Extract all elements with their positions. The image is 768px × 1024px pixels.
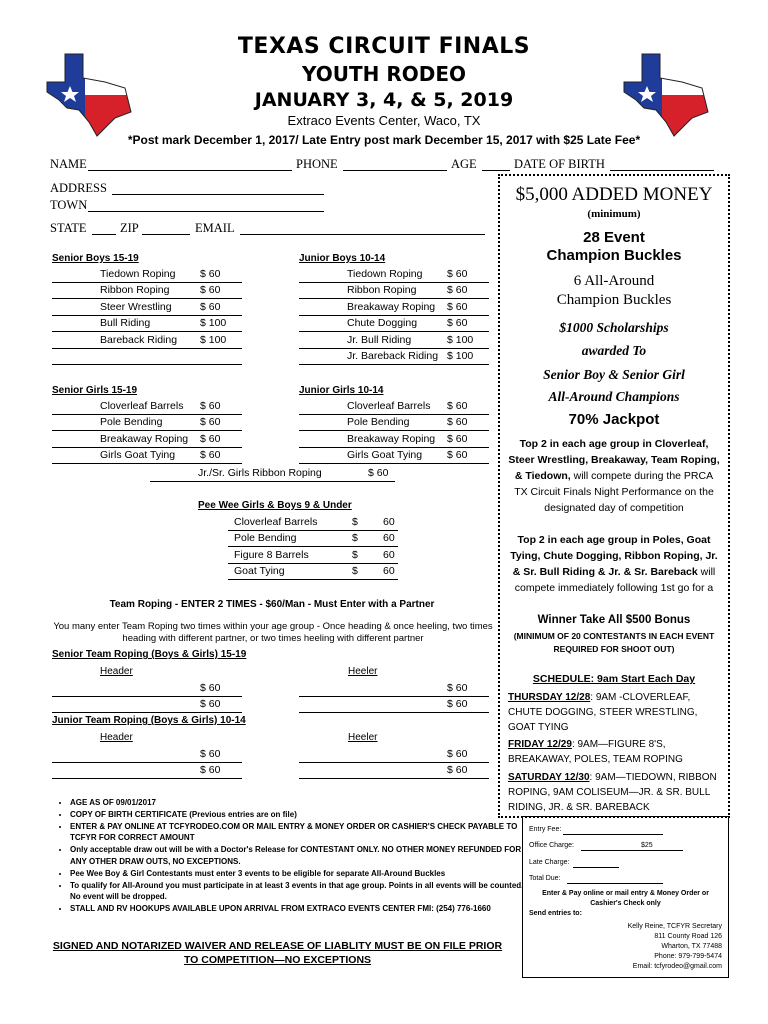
allaround-buckles-2: Champion Buckles [556, 292, 672, 308]
email-line: Email: tcfyrodeo@gmail.com [632, 963, 722, 970]
event-dollar: $ [352, 516, 358, 528]
minimum-contestants: (MINIMUM OF 20 CONTESTANTS IN EACH EVENT REQUIRED FOR SHOOT OUT) [513, 631, 715, 654]
event-name: Goat Tying [234, 565, 285, 578]
event-fee: 60 [383, 516, 395, 528]
event-name: Bull Riding [100, 317, 151, 330]
day-schedule: : 9AM -CLOVERLEAF, CHUTE DOGGING, STEER WRESTLING, GOAT TYING [508, 692, 698, 733]
note-item: • Only acceptable draw out will be with a Doctor's Release for CONTESTANT ONLY. NO OTHER MONEY REFUNDED FOR ANY OTHER DRAW OUTS, NO EXCEPTIONS. [70, 844, 525, 868]
event-name: Breakaway Roping [100, 432, 189, 445]
event-fee: $ 60 [447, 317, 468, 330]
town-field[interactable] [88, 211, 324, 212]
fee: $ 60 [447, 748, 468, 760]
header-label: Header [100, 666, 133, 677]
send-to-label: Send entries to: [529, 910, 582, 917]
event-row[interactable] [299, 414, 489, 431]
peewee-event-row[interactable] [228, 547, 398, 564]
fee: $ 60 [447, 698, 468, 710]
event-fee: $ 60 [200, 284, 221, 297]
town-label: TOWN [50, 198, 88, 212]
prize-info-box [498, 174, 730, 818]
event-fee: $ 100 [447, 350, 474, 362]
peewee-event-row[interactable] [228, 563, 398, 580]
peewee-event-row[interactable] [228, 530, 398, 547]
team-roping-header-row[interactable] [52, 680, 242, 697]
event-name: Cloverleaf Barrels [234, 516, 318, 528]
event-dollar: $ [352, 548, 358, 561]
address-line: 811 County Road 126 [654, 933, 722, 940]
entry-fee-label: Entry Fee: [529, 826, 562, 833]
address-label: ADDRESS [50, 181, 107, 195]
added-money: $5,000 ADDED MONEY [515, 184, 713, 205]
note-item: • ENTER & PAY ONLINE AT TCFYRODEO.COM OR MAIL ENTRY & MONEY ORDER OR CASHIER'S CHECK PAYABLE TO TCFYR FOR CORRECT AMOUNT [70, 821, 525, 845]
note-item: • AGE AS OF 09/01/2017 [70, 797, 525, 809]
notes-list [50, 797, 525, 915]
dob-field[interactable] [610, 170, 714, 171]
venue: Extraco Events Center, Waco, TX [287, 113, 481, 128]
schedule-title: SCHEDULE: 9am Start Each Day [532, 673, 696, 685]
name-label: NAME [50, 157, 87, 171]
header-label: Header [100, 732, 133, 743]
scholarships-2: awarded To [581, 343, 647, 358]
event-fee: 60 [383, 565, 395, 578]
day-label: SATURDAY 12/30 [508, 772, 590, 783]
fee: $ 60 [200, 698, 221, 710]
zip-label: ZIP [120, 221, 139, 235]
note-item: • COPY OF BIRTH CERTIFICATE (Previous entries are on file) [70, 809, 525, 821]
event-fee: $ 100 [447, 333, 474, 346]
payment-box [522, 816, 729, 978]
waiver-notice: SIGNED AND NOTARIZED WAIVER AND RELEASE OF LIABLITY MUST BE ON FILE PRIOR TO COMPETITION—NO EXCEPTIONS [52, 940, 503, 966]
event-name: Girls Goat Tying [100, 449, 176, 462]
event-fee: $ 60 [200, 449, 221, 462]
event-row[interactable] [52, 315, 242, 332]
peewee-title: Pee Wee Girls & Boys 9 & Under [198, 500, 352, 511]
payment-instructions: Enter & Pay online or mail entry & Money Order or Cashier's Check only [542, 890, 709, 907]
address-line: Wharton, TX 77488 [661, 943, 722, 950]
peewee-event-row[interactable] [228, 514, 398, 531]
team-roping-heading: Team Roping - ENTER 2 TIMES - $60/Man - Must Enter with a Partner [109, 599, 435, 610]
scholarships-4: All-Around Champions [548, 389, 680, 404]
total-due-field[interactable] [567, 883, 663, 884]
fee: $ 60 [447, 682, 468, 694]
event-dates: JANUARY 3, 4, & 5, 2019 [254, 89, 514, 111]
event-name: Pole Bending [100, 416, 163, 429]
event-fee: $ 60 [200, 432, 221, 445]
event-row[interactable] [52, 414, 242, 431]
fee: $ 60 [447, 764, 468, 776]
day-schedule: : 9AM—TIEDOWN, RIBBON ROPING, 9AM COLISEUM—JR. & SR. BULL RIDING, JR. & SR. BAREBACK [508, 772, 717, 813]
state-field[interactable] [92, 234, 116, 235]
event-fee: $ 60 [447, 268, 468, 280]
event-name: Tiedown Roping [100, 268, 176, 280]
blank-row [52, 348, 242, 365]
event-row[interactable] [299, 332, 489, 349]
event-name: Breakaway Roping [347, 432, 436, 445]
event-name: Cloverleaf Barrels [100, 400, 184, 412]
event-buckles-2: Champion Buckles [546, 247, 682, 264]
event-fee: $ 60 [368, 467, 389, 479]
email-label: EMAIL [195, 221, 235, 235]
event-row[interactable] [52, 398, 242, 415]
event-fee: $ 60 [447, 449, 468, 462]
event-name: Jr. Bull Riding [347, 333, 412, 346]
event-fee: 60 [383, 548, 395, 561]
event-name: Steer Wrestling [100, 300, 172, 313]
event-fee: $ 60 [447, 400, 468, 412]
age-field[interactable] [482, 170, 510, 171]
mailing-address [628, 922, 722, 972]
schedule-saturday [508, 770, 722, 815]
event-name: Pole Bending [347, 416, 410, 429]
email-field[interactable] [240, 234, 485, 235]
event-fee: $ 60 [200, 416, 221, 429]
dob-label: DATE OF BIRTH [514, 157, 605, 171]
postmark-deadline: *Post mark December 1, 2017/ Late Entry post mark December 15, 2017 with $25 Late Fee* [127, 133, 641, 147]
fee: $ 60 [200, 748, 221, 760]
office-charge-label: Office Charge: [529, 842, 575, 849]
event-row[interactable] [52, 266, 242, 283]
address-line: Kelly Reine, TCFYR Secretary [627, 923, 722, 930]
note-item: • Pee Wee Boy & Girl Contestants must enter 3 events to be eligible for separate All-Around Buckles [70, 868, 525, 880]
top2-shootout-info [508, 436, 720, 516]
event-row[interactable] [52, 332, 242, 349]
ribbon-roping-row[interactable] [150, 465, 395, 482]
event-fee: $ 60 [447, 416, 468, 429]
schedule-thursday [508, 690, 722, 735]
day-label: THURSDAY 12/28 [508, 692, 591, 703]
event-fee: $ 60 [200, 300, 221, 313]
event-dollar: $ [352, 565, 358, 578]
event-row[interactable] [299, 431, 489, 448]
office-charge-field[interactable] [581, 850, 683, 851]
schedule-friday [508, 737, 722, 767]
name-field[interactable] [88, 170, 292, 171]
age-label: AGE [451, 157, 477, 171]
team-roping-heeler-row[interactable] [299, 696, 489, 713]
event-row[interactable] [299, 447, 489, 464]
scholarships-3: Senior Boy & Senior Girl [543, 367, 685, 382]
event-name: Figure 8 Barrels [234, 548, 309, 561]
late-charge-label: Late Charge: [529, 859, 570, 866]
fee: $ 60 [200, 682, 221, 694]
team-roping-header-row[interactable] [52, 762, 242, 779]
event-fee: $ 100 [200, 317, 227, 330]
team-roping-header-row[interactable] [52, 746, 242, 763]
event-name: Ribbon Roping [347, 284, 417, 297]
event-row[interactable] [52, 431, 242, 448]
fee: $ 60 [200, 764, 221, 776]
jackpot: 70% Jackpot [568, 411, 660, 428]
senior-girls-title: Senior Girls 15-19 [52, 385, 138, 396]
event-row[interactable] [299, 315, 489, 332]
zip-field[interactable] [142, 234, 190, 235]
page-subtitle: YOUTH RODEO [301, 62, 467, 86]
added-money-minimum: (minimum) [587, 208, 641, 220]
team-roping-heeler-row[interactable] [299, 680, 489, 697]
event-name: Jr. Bareback Riding [347, 350, 439, 362]
event-row[interactable] [299, 398, 489, 415]
top2-bold: Top 2 in each age group in Cloverleaf, Steer Wrestling, Breakaway, Team Roping, & Tiedown, [508, 438, 720, 482]
event-row[interactable] [299, 348, 489, 365]
team-roping-heeler-row[interactable] [299, 762, 489, 779]
state-label: STATE [50, 221, 87, 235]
day-schedule: : 9AM—FIGURE 8'S, BREAKAWAY, POLES, TEAM ROPING [508, 739, 683, 765]
event-fee: 60 [383, 532, 395, 545]
event-fee: $ 60 [447, 284, 468, 297]
event-buckles: 28 Event [583, 229, 645, 246]
top2-text: will compete immediately following 1st go for a [514, 566, 716, 594]
event-name: Pole Bending [234, 532, 297, 545]
event-row[interactable] [52, 447, 242, 464]
event-row[interactable] [299, 266, 489, 283]
event-name: Bareback Riding [100, 333, 178, 346]
note-item: • STALL AND RV HOOKUPS AVAILABLE UPON ARRIVAL FROM EXTRACO EVENTS CENTER FMI: (254) 776-1660 [70, 903, 525, 915]
allaround-buckles: 6 All-Around [573, 273, 655, 289]
winner-bonus: Winner Take All $500 Bonus [537, 614, 691, 626]
event-dollar: $ [352, 532, 358, 545]
heeler-label: Heeler [348, 732, 378, 743]
event-row[interactable] [52, 282, 242, 299]
scholarships: $1000 Scholarships [559, 320, 669, 335]
junior-team-roping-title: Junior Team Roping (Boys & Girls) 10-14 [52, 715, 246, 726]
event-name: Tiedown Roping [347, 268, 423, 280]
address-field[interactable] [112, 194, 324, 195]
event-name: Girls Goat Tying [347, 449, 423, 462]
page-title: TEXAS CIRCUIT FINALS [237, 34, 531, 59]
entry-fee-field[interactable] [563, 834, 663, 835]
event-name: Breakaway Roping [347, 300, 436, 313]
junior-boys-title: Junior Boys 10-14 [299, 253, 386, 264]
late-charge-field[interactable] [573, 867, 619, 868]
heeler-label: Heeler [348, 666, 378, 677]
phone-field[interactable] [343, 170, 447, 171]
event-row[interactable] [299, 282, 489, 299]
top2-bold: Top 2 in each age group in Poles, Goat Tying, Chute Dogging, Ribbon Roping, Jr. & Sr. Bull Riding & Jr. & Sr. Bareback [510, 534, 718, 578]
senior-boys-title: Senior Boys 15-19 [52, 253, 139, 264]
team-roping-note: You many enter Team Roping two times within your age group - Once heading & once heeling, two times heading with different partner, or two times heeling with different partner [53, 621, 493, 644]
phone-label: PHONE [296, 157, 338, 171]
day-label: FRIDAY 12/29 [508, 739, 572, 750]
event-row[interactable] [52, 299, 242, 316]
event-name: Ribbon Roping [100, 284, 170, 297]
total-due-label: Total Due: [529, 875, 561, 882]
event-fee: $ 60 [200, 400, 221, 412]
office-charge-amount: $25 [641, 842, 653, 849]
event-name: Cloverleaf Barrels [347, 400, 431, 412]
top2-bonus-info [508, 532, 720, 596]
event-name: Chute Dogging [347, 317, 418, 330]
top2-text: will compete during the PRCA TX Circuit Finals Night Performance on the designated day of competition [514, 470, 714, 514]
event-row[interactable] [299, 299, 489, 316]
event-fee: $ 60 [447, 432, 468, 445]
event-fee: $ 100 [200, 333, 227, 346]
event-fee: $ 60 [200, 268, 221, 280]
senior-team-roping-title: Senior Team Roping (Boys & Girls) 15-19 [52, 649, 247, 660]
junior-girls-title: Junior Girls 10-14 [299, 385, 384, 396]
phone-line: Phone: 979-799-5474 [654, 953, 722, 960]
event-fee: $ 60 [447, 300, 468, 313]
team-roping-heeler-row[interactable] [299, 746, 489, 763]
team-roping-header-row[interactable] [52, 696, 242, 713]
event-name: Jr./Sr. Girls Ribbon Roping [198, 467, 322, 479]
note-item: • To qualify for All-Around you must participate in at least 3 events in that age group. Points in all events will be counted. No event will be dropped. [70, 880, 525, 904]
